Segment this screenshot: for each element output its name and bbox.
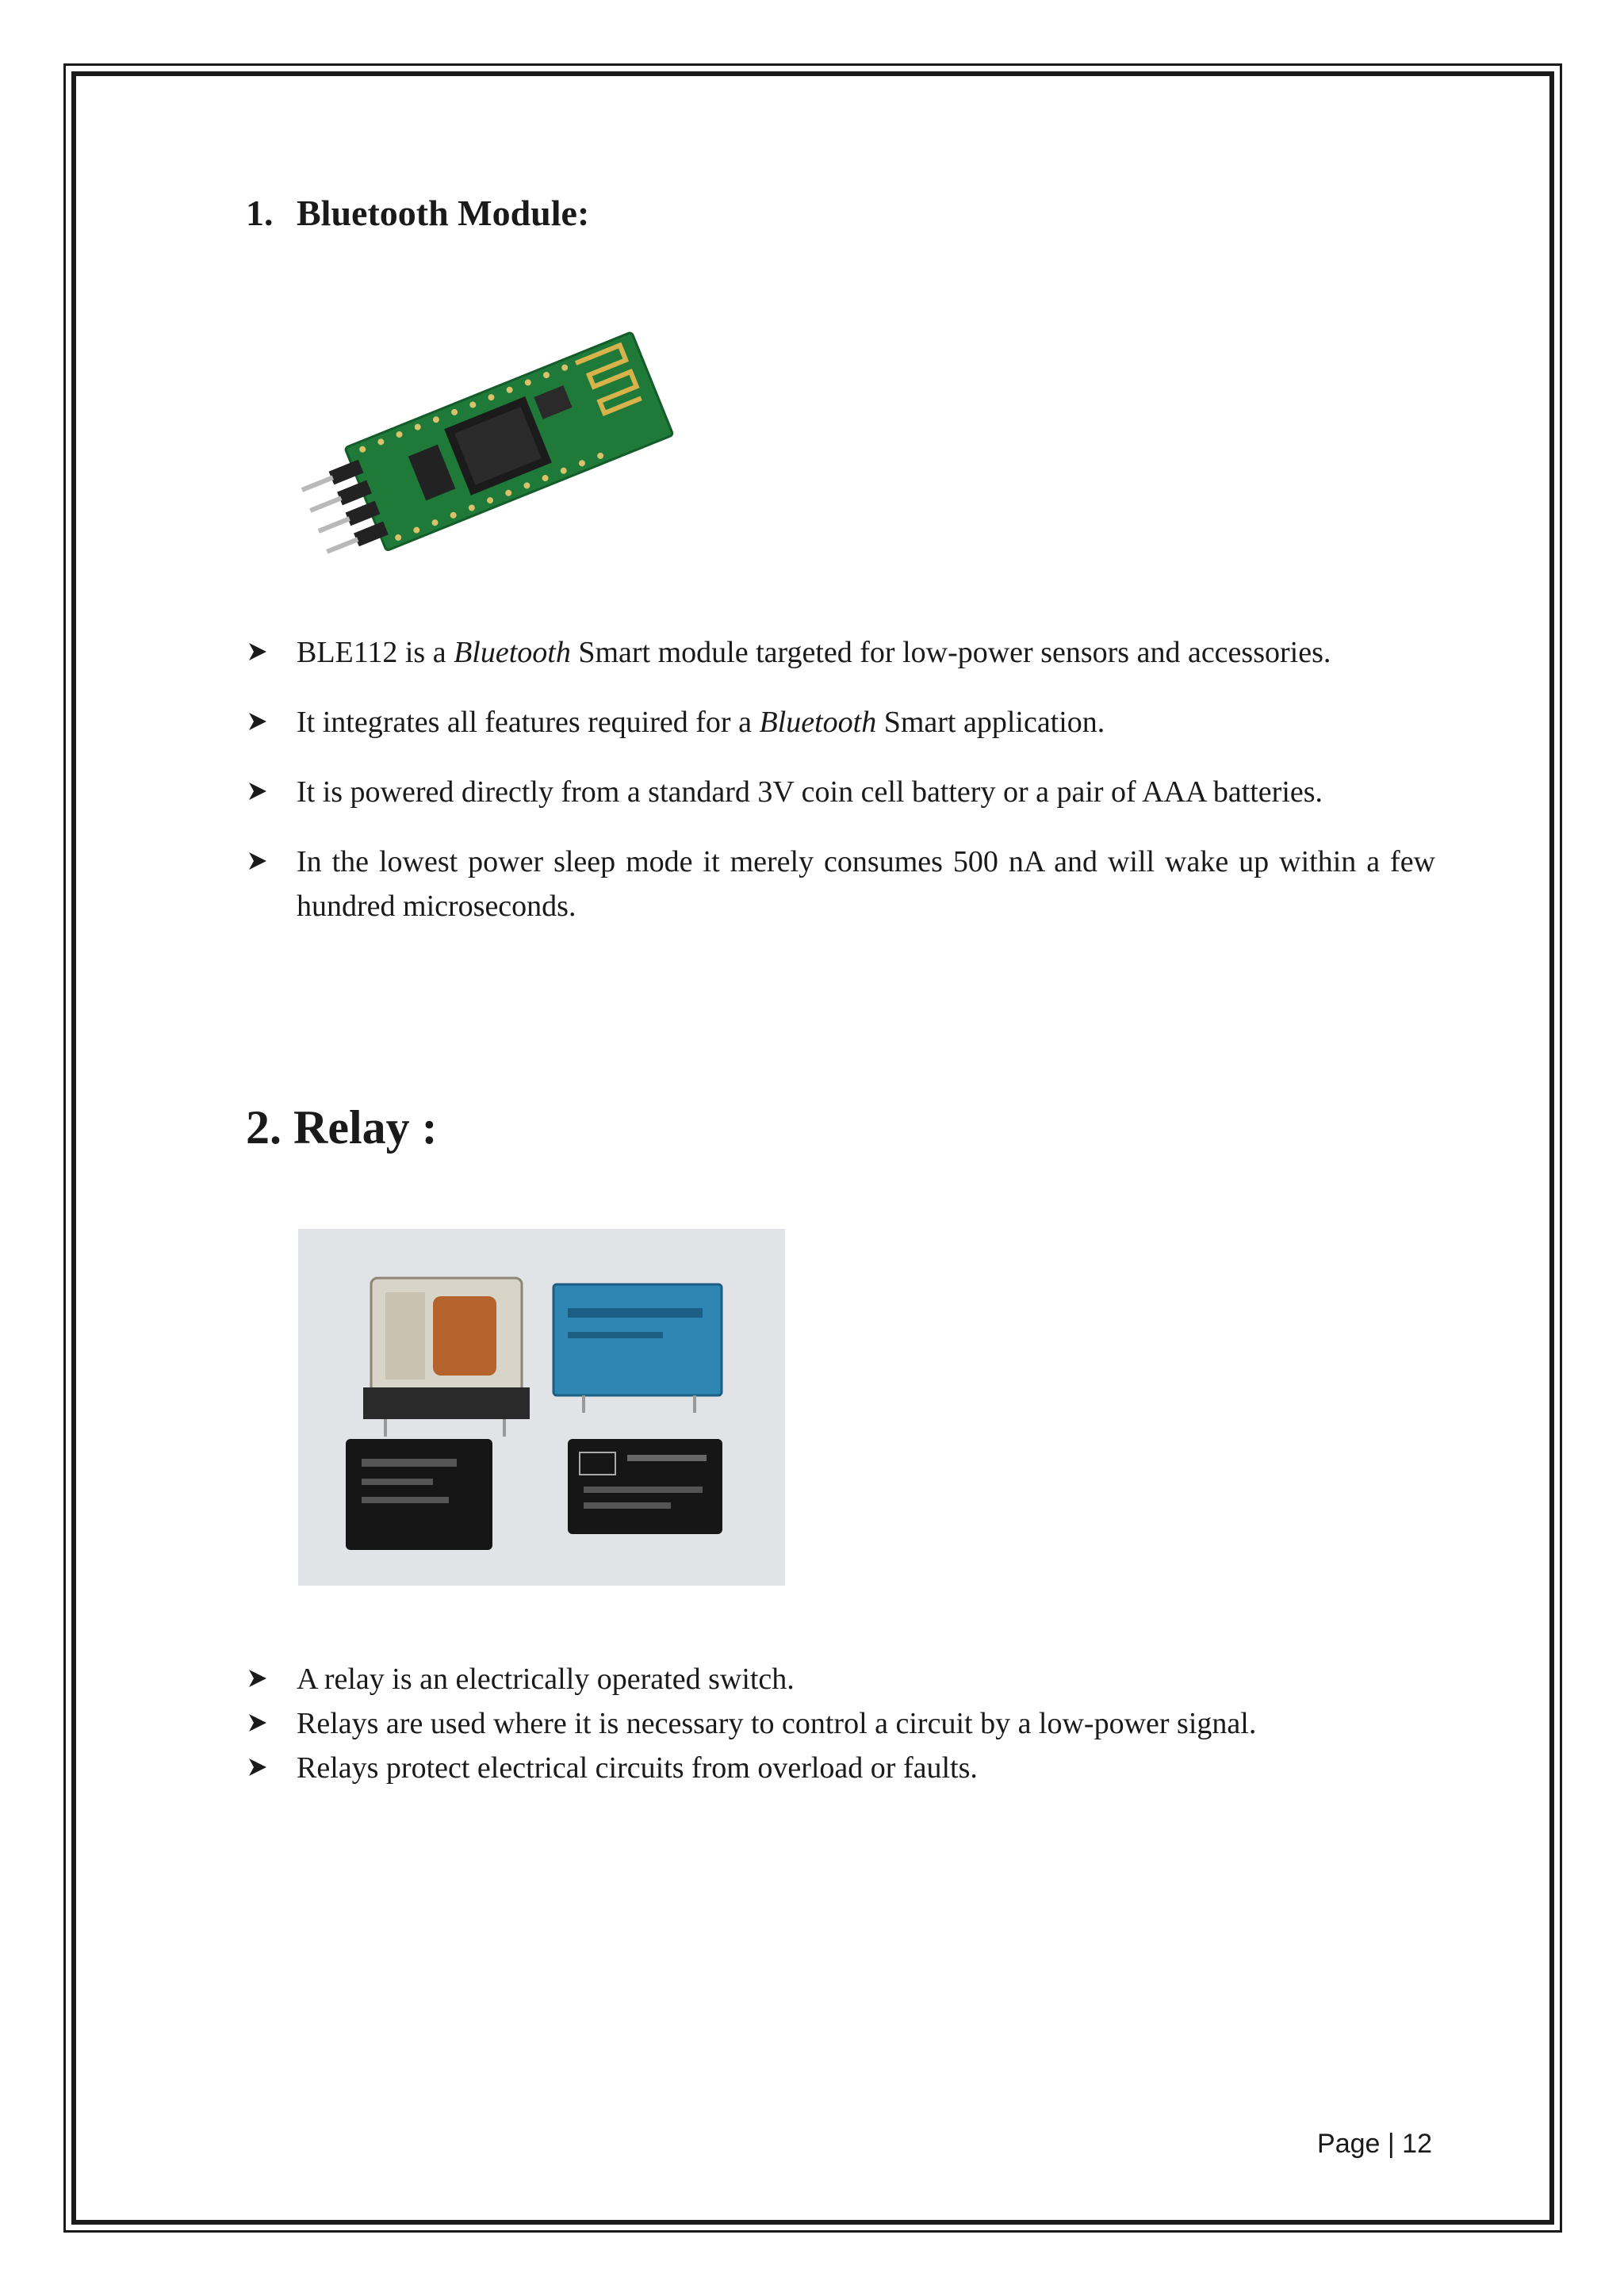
bluetooth-module-photo xyxy=(298,295,698,588)
page-number: Page | 12 xyxy=(1317,2129,1432,2159)
list-item xyxy=(246,840,1435,928)
arrow-bullet-icon xyxy=(247,851,268,871)
arrow-bullet-icon xyxy=(247,1712,268,1733)
bullet-text: Relays are used where it is necessary to control a circuit by a low-power signal. xyxy=(297,1707,1257,1740)
arrow-bullet-icon xyxy=(247,1757,268,1777)
relays-photo xyxy=(298,1229,785,1586)
relay-bullet-list xyxy=(246,1657,1435,1790)
list-item xyxy=(246,1657,1435,1701)
bullet-text: BLE112 is a xyxy=(297,636,454,669)
section-1-number: 1. xyxy=(246,193,274,233)
bullet-italic-text: Bluetooth xyxy=(454,636,571,669)
bullet-text: A relay is an electrically operated switch. xyxy=(297,1663,795,1696)
section-2-heading: 2. Relay : xyxy=(246,1101,438,1154)
bullet-text: In the lowest power sleep mode it merely consumes 500 nA and will wake up within a few hundred microseconds. xyxy=(297,845,1435,923)
list-item xyxy=(246,1746,1435,1790)
arrow-bullet-icon xyxy=(247,641,268,662)
list-item xyxy=(246,770,1435,814)
bluetooth-bullet-list xyxy=(246,630,1435,954)
list-item xyxy=(246,1701,1435,1746)
bullet-text: Smart application. xyxy=(876,706,1105,739)
section-1-title: Bluetooth Module: xyxy=(297,193,590,233)
bullet-text: It is powered directly from a standard 3V coin cell battery or a pair of AAA batteries. xyxy=(297,775,1323,809)
bullet-text: Smart module targeted for low-power sensors and accessories. xyxy=(570,636,1331,669)
bullet-text: Relays protect electrical circuits from overload or faults. xyxy=(297,1751,978,1785)
bullet-text: It integrates all features required for a xyxy=(297,706,760,739)
arrow-bullet-icon xyxy=(247,781,268,802)
list-item xyxy=(246,700,1435,744)
arrow-bullet-icon xyxy=(247,711,268,732)
arrow-bullet-icon xyxy=(247,1668,268,1689)
list-item xyxy=(246,630,1435,675)
section-1-heading xyxy=(246,192,589,234)
bullet-italic-text: Bluetooth xyxy=(759,706,877,739)
